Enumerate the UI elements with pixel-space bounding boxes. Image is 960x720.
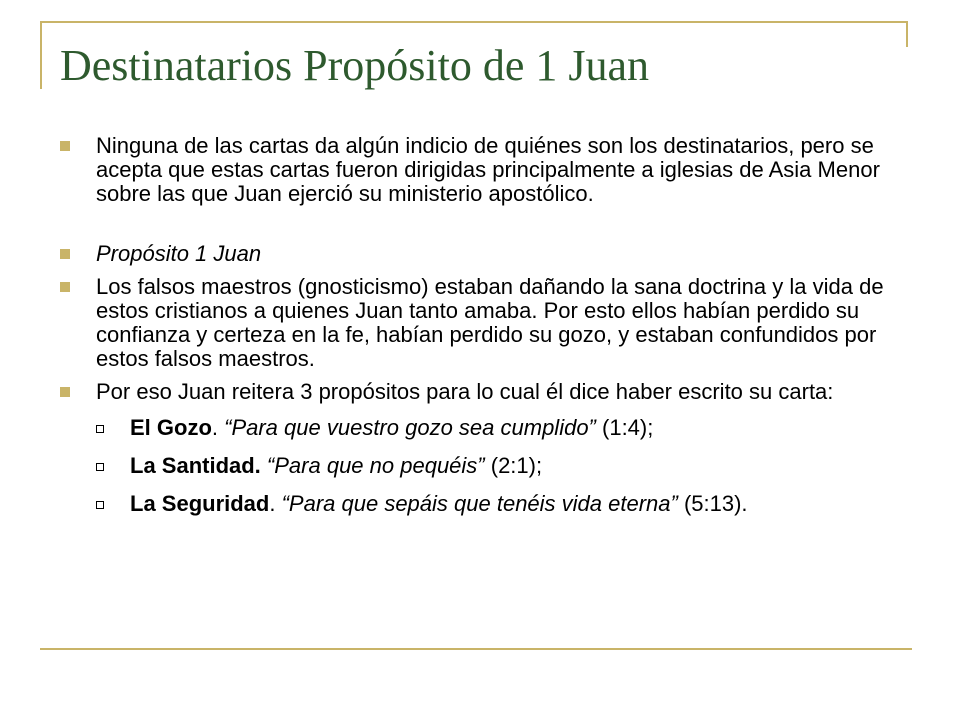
checkbox-bullet-icon (96, 425, 104, 433)
bullet-item-proposito (60, 242, 910, 266)
purpose-name: La Santidad. (130, 453, 261, 478)
square-bullet-icon (60, 387, 70, 397)
slide-title: Destinatarios Propósito de 1 Juan (60, 41, 650, 90)
purpose-name: El Gozo (130, 415, 212, 440)
purpose-name: La Seguridad (130, 491, 270, 516)
frame-line-top (40, 21, 908, 23)
checkbox-bullet-icon (96, 463, 104, 471)
purpose-quote: “Para que sepáis que tenéis vida eterna” (281, 491, 678, 516)
sub-item-gozo (60, 414, 910, 442)
purpose-quote: “Para que no pequéis” (266, 453, 485, 478)
bullet-text: Los falsos maestros (gnosticismo) estaban dañando la sana doctrina y la vida de estos cristianos a quienes Juan tanto amaba. Por esto ellos habían perdido su confianza y certeza en la fe, habían perdido su gozo, y estaban confundidos por estos falsos maestros. (96, 274, 884, 371)
purpose-reference: (2:1); (484, 453, 543, 478)
frame-line-right (906, 21, 908, 47)
bullet-text: Ninguna de las cartas da algún indicio de quiénes son los destinatarios, pero se acepta que estas cartas fueron dirigidas principalmente a iglesias de Asia Menor sobre las que Juan ejerció su ministerio apostólico. (96, 133, 880, 206)
square-bullet-icon (60, 141, 70, 151)
purpose-reference: (1:4); (595, 415, 654, 440)
sub-item-seguridad (60, 490, 910, 518)
frame-line-left (40, 21, 42, 89)
purpose-quote: “Para que vuestro gozo sea cumplido” (224, 415, 596, 440)
bullet-text: Propósito 1 Juan (96, 241, 262, 266)
bullet-item-tres-propositos (60, 380, 910, 404)
checkbox-bullet-icon (96, 501, 104, 509)
slide-body (60, 134, 910, 518)
square-bullet-icon (60, 282, 70, 292)
purpose-separator: . (211, 415, 225, 440)
bullet-item-destinatarios (60, 134, 910, 206)
purpose-reference: (5:13). (677, 491, 748, 516)
sub-item-santidad (60, 452, 910, 480)
bullet-item-falsos-maestros (60, 275, 910, 371)
frame-line-bottom (40, 648, 912, 650)
purpose-separator: . (269, 491, 282, 516)
bullet-text: Por eso Juan reitera 3 propósitos para lo cual él dice haber escrito su carta: (96, 379, 834, 404)
square-bullet-icon (60, 249, 70, 259)
